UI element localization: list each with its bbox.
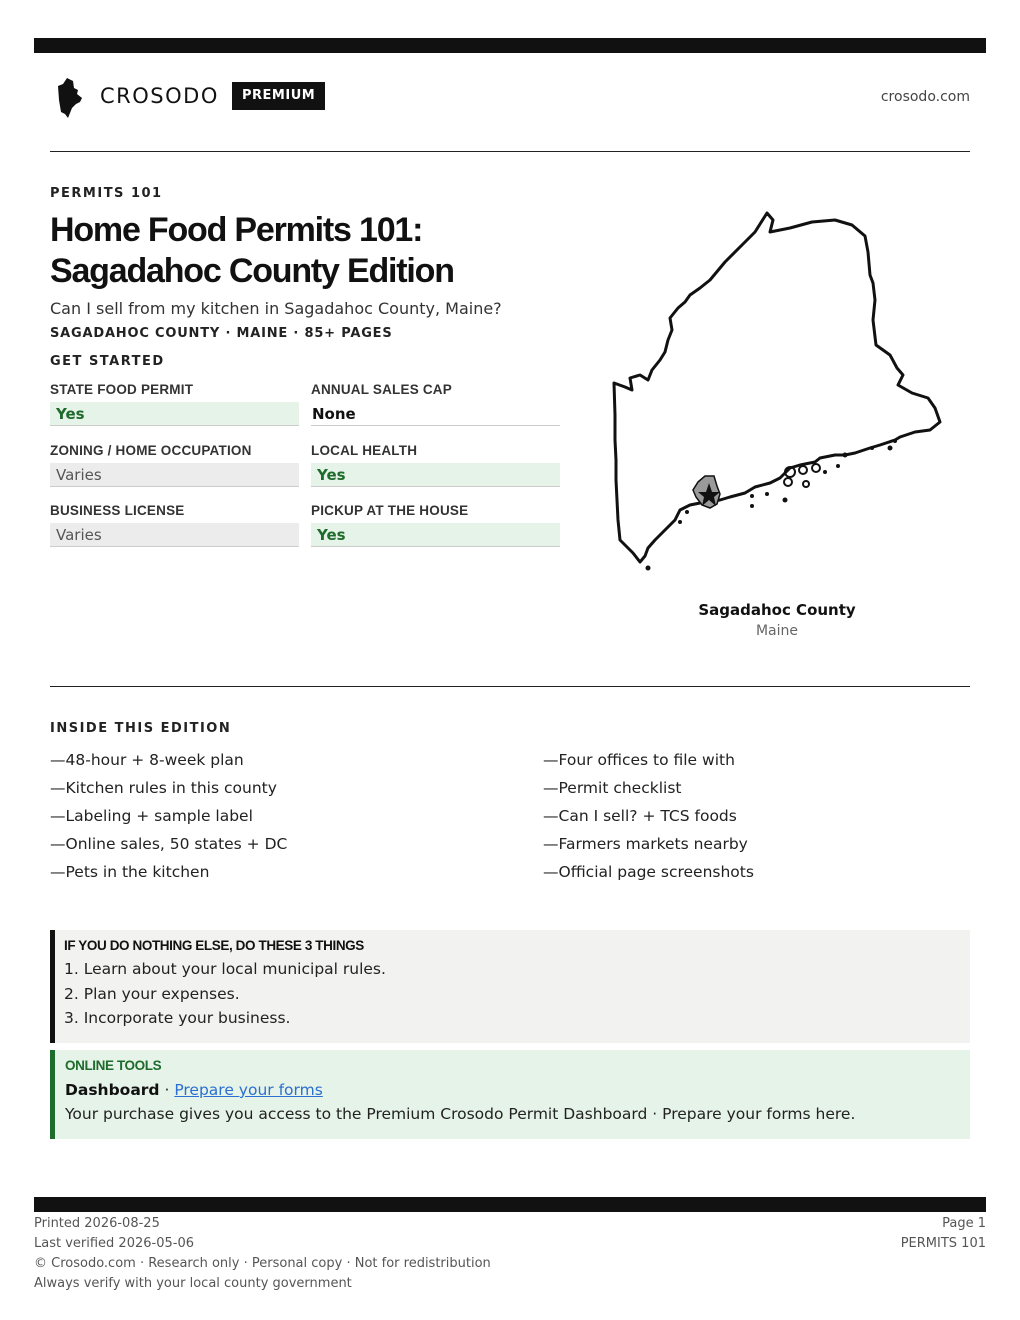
top-bar <box>34 38 986 53</box>
page-subtitle: Can I sell from my kitchen in Sagadahoc County, Maine? <box>50 299 502 318</box>
toc-item: —48-hour + 8-week plan <box>50 751 244 769</box>
edition-meta: SAGADAHOC COUNTY · MAINE · 85+ PAGES <box>50 326 393 341</box>
toc-item: —Labeling + sample label <box>50 807 253 825</box>
toc-item: —Online sales, 50 states + DC <box>50 835 288 853</box>
footer-section: PERMITS 101 <box>900 1236 986 1251</box>
fact-pickup <box>311 503 560 547</box>
divider <box>50 151 970 152</box>
prepare-forms-link[interactable]: Prepare your forms <box>174 1081 323 1099</box>
fact-label: ZONING / HOME OCCUPATION <box>50 443 252 458</box>
toc-left <box>50 750 470 890</box>
maine-outline <box>614 213 940 562</box>
title-line-1: Home Food Permits 101: <box>50 211 423 249</box>
coastal-islands <box>784 464 820 487</box>
toc-item: —Kitchen rules in this county <box>50 779 277 797</box>
todo-item: 2. Plan your expenses. <box>64 984 240 1003</box>
fact-label: LOCAL HEALTH <box>311 443 418 458</box>
fact-value: Varies <box>50 523 299 547</box>
printed-date: Printed 2026-08-25 <box>34 1216 160 1231</box>
todo-callout <box>50 930 970 1043</box>
page-number: Page 1 <box>942 1216 986 1231</box>
toc-item: —Permit checklist <box>543 779 682 797</box>
tools-line <box>65 1079 970 1101</box>
get-started-heading: GET STARTED <box>50 354 165 369</box>
footer-right <box>901 1214 986 1254</box>
toc-right <box>543 750 963 890</box>
fact-zoning <box>50 443 299 487</box>
toc-item: —Pets in the kitchen <box>50 863 210 881</box>
fact-label: ANNUAL SALES CAP <box>311 382 452 397</box>
fact-label: PICKUP AT THE HOUSE <box>311 503 469 518</box>
fact-value: Varies <box>50 463 299 487</box>
fact-value: None <box>311 402 560 426</box>
header <box>50 72 970 122</box>
fact-annual-sales-cap <box>311 382 560 426</box>
page-title <box>50 210 610 292</box>
verified-date: Last verified 2026-05-06 <box>34 1236 194 1251</box>
map-state-name: Maine <box>755 623 799 639</box>
tools-heading: ONLINE TOOLS <box>65 1058 162 1073</box>
inside-heading: INSIDE THIS EDITION <box>50 721 232 736</box>
maine-county-map <box>600 205 960 580</box>
fact-label: BUSINESS LICENSE <box>50 503 185 518</box>
online-tools-callout <box>50 1050 970 1139</box>
coastal-dots <box>646 439 898 571</box>
divider <box>50 686 970 687</box>
footer-left <box>34 1214 491 1294</box>
maine-logo-icon <box>58 78 84 118</box>
toc-item: —Can I sell? + TCS foods <box>543 807 737 825</box>
title-line-2: Sagadahoc County Edition <box>50 252 454 290</box>
todo-item: 1. Learn about your local municipal rules. <box>64 960 386 978</box>
brand-name[interactable]: CROSODO <box>100 84 219 108</box>
tools-separator: · <box>159 1081 175 1099</box>
disclaimer: Always verify with your local county government <box>34 1276 352 1291</box>
fact-value: Yes <box>50 402 299 426</box>
fact-label: STATE FOOD PERMIT <box>50 382 194 397</box>
fact-state-food-permit <box>50 382 299 426</box>
toc-item: —Official page screenshots <box>543 863 754 881</box>
toc-item: —Farmers markets nearby <box>543 835 748 853</box>
fact-value: Yes <box>311 463 560 487</box>
todo-heading: IF YOU DO NOTHING ELSE, DO THESE 3 THINGS <box>64 938 364 953</box>
dashboard-label: Dashboard <box>65 1081 160 1099</box>
tools-description: Your purchase gives you access to the Premium Crosodo Permit Dashboard · Prepare your forms here. <box>65 1105 856 1123</box>
copyright: © Crosodo.com · Research only · Personal copy · Not for redistribution <box>34 1256 491 1271</box>
fact-business-license <box>50 503 299 547</box>
todo-item: 3. Incorporate your business. <box>64 1009 291 1027</box>
fact-value: Yes <box>311 523 560 547</box>
toc-item: —Four offices to file with <box>543 751 735 769</box>
footer-bar <box>34 1197 986 1212</box>
map-county-name: Sagadahoc County <box>698 601 856 619</box>
premium-badge: PREMIUM <box>232 82 325 110</box>
section-kicker: PERMITS 101 <box>50 186 163 201</box>
site-url[interactable]: crosodo.com <box>880 89 970 105</box>
fact-local-health <box>311 443 560 487</box>
map-caption <box>677 601 877 639</box>
